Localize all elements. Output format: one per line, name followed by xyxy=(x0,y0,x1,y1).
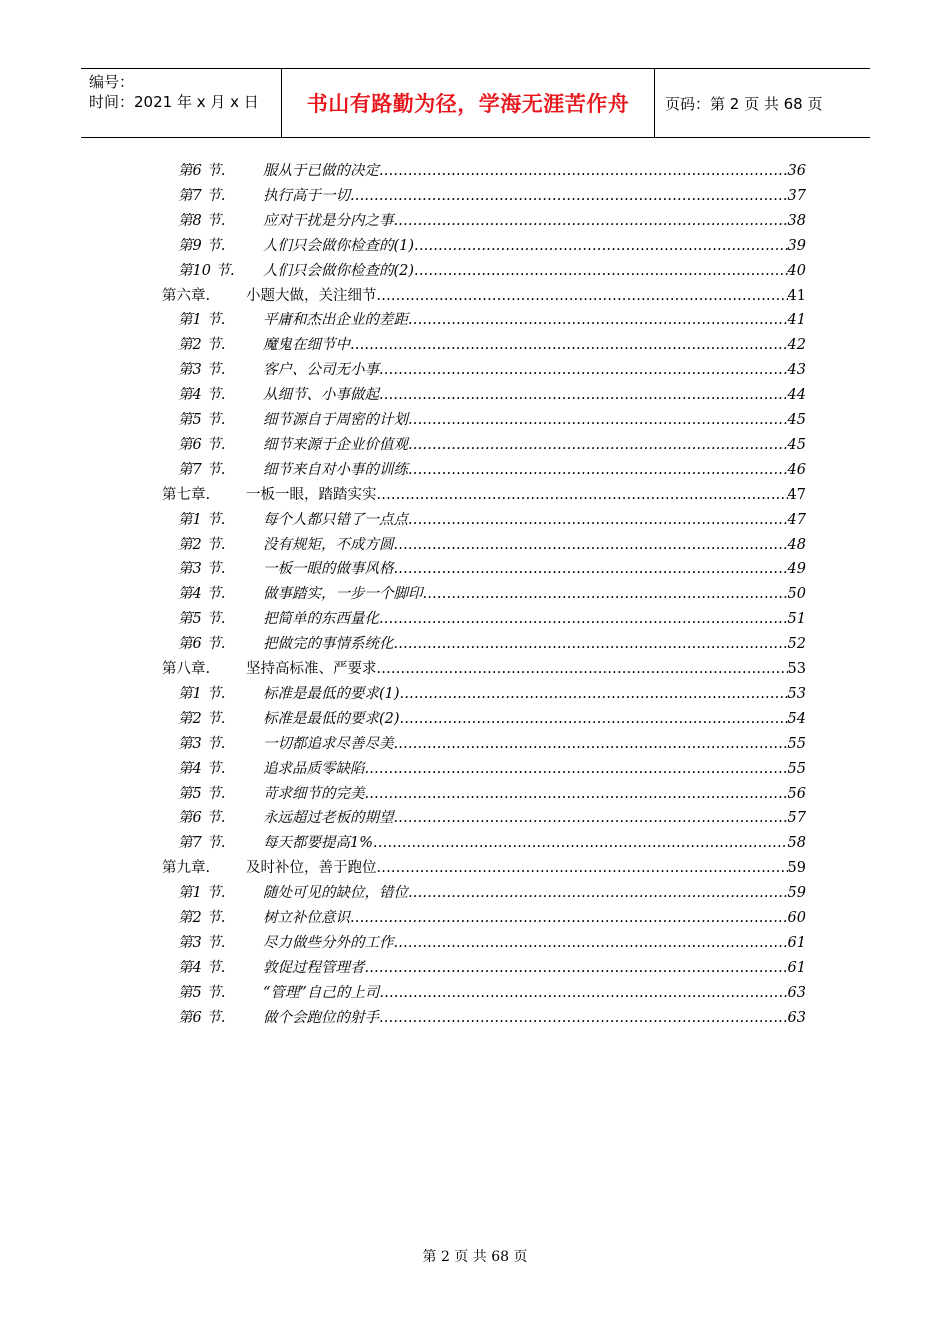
toc-leader-dots xyxy=(379,383,788,407)
toc-leader-dots xyxy=(394,533,788,557)
toc-entry-page: 56 xyxy=(787,785,806,802)
toc-leader-dots xyxy=(373,831,788,855)
toc-entry-number: 第1 节. xyxy=(178,685,226,702)
toc-leader-dots xyxy=(408,408,788,432)
toc-entry-title: 做个会跑位的射手 xyxy=(263,1009,379,1026)
header-page-info: 页码：第 2 页 共 68 页 xyxy=(665,94,823,113)
toc-entry-title: 一切都追求尽善尽美 xyxy=(263,735,394,752)
toc-entry-number: 第4 节. xyxy=(178,387,226,404)
toc-entry-page: 61 xyxy=(787,959,806,976)
toc-entry-number: 第6 节. xyxy=(178,810,226,827)
toc-entry-number: 第4 节. xyxy=(178,586,226,603)
toc-entry-title: 每个人都只错了一点点 xyxy=(263,511,408,528)
toc-entry-page: 41 xyxy=(787,312,806,329)
toc-entry-page: 41 xyxy=(787,287,806,304)
page-header xyxy=(81,68,870,138)
toc-section-entry[interactable] xyxy=(178,433,806,457)
toc-section-entry[interactable] xyxy=(178,259,806,283)
toc-entry-page: 59 xyxy=(787,885,806,902)
toc-entry-title: 细节源自于周密的计划 xyxy=(263,412,408,428)
toc-leader-dots xyxy=(350,184,788,208)
toc-entry-title: 人们只会做你检查的(1) xyxy=(263,237,415,254)
time-label: 时间：2021 年 x 月 x 日 xyxy=(89,93,259,111)
toc-entry-page: 37 xyxy=(787,187,806,204)
toc-leader-dots xyxy=(365,782,788,806)
toc-entry-number: 第3 节. xyxy=(178,934,226,951)
toc-entry-title: 客户、公司无小事 xyxy=(263,362,379,379)
toc-leader-dots xyxy=(408,508,788,532)
toc-entry-title: 随处可见的缺位，错位 xyxy=(263,885,408,902)
toc-section-entry[interactable] xyxy=(178,632,806,656)
toc-entry-title: 小题大做，关注细节 xyxy=(246,287,377,304)
toc-entry-title: 人们只会做你检查的(2) xyxy=(263,262,415,279)
toc-entry-number: 第1 节. xyxy=(178,885,226,902)
toc-leader-dots xyxy=(394,209,788,233)
toc-leader-dots xyxy=(394,557,788,581)
toc-section-entry[interactable] xyxy=(178,184,806,208)
toc-entry-title: 树立补位意识 xyxy=(263,910,350,926)
toc-chapter-entry[interactable] xyxy=(162,657,806,681)
toc-section-entry[interactable] xyxy=(178,906,806,930)
toc-entry-page: 50 xyxy=(787,586,806,603)
toc-section-entry[interactable] xyxy=(178,607,806,631)
toc-section-entry[interactable] xyxy=(178,358,806,382)
toc-entry-title: 标准是最低的要求(2) xyxy=(263,710,400,727)
toc-entry-number: 第3 节. xyxy=(178,362,226,379)
toc-entry-title: 标准是最低的要求(1) xyxy=(263,685,400,702)
toc-entry-page: 55 xyxy=(787,760,806,777)
page-footer: 第 2 页 共 68 页 xyxy=(422,1249,528,1265)
toc-entry-title: 尽力做些分外的工作 xyxy=(263,934,394,951)
toc-entry-title: 没有规矩，不成方圆 xyxy=(263,536,394,553)
toc-entry-page: 47 xyxy=(787,511,806,528)
toc-leader-dots xyxy=(408,308,788,332)
toc-entry-title: 服从于已做的决定 xyxy=(263,163,379,179)
toc-leader-dots xyxy=(379,358,788,382)
toc-section-entry[interactable] xyxy=(178,831,806,855)
toc-entry-page: 63 xyxy=(787,984,806,1001)
toc-leader-dots xyxy=(365,757,788,781)
toc-entry-number: 第10 节. xyxy=(178,262,235,279)
toc-entry-title: 平庸和杰出企业的差距 xyxy=(263,312,408,329)
toc-entry-page: 49 xyxy=(787,561,806,578)
toc-leader-dots xyxy=(394,806,788,830)
toc-entry-number: 第4 节. xyxy=(178,959,226,976)
toc-section-entry[interactable] xyxy=(178,1006,806,1030)
toc-entry-page: 36 xyxy=(787,163,806,179)
toc-entry-title: 坚持高标准、严要求 xyxy=(246,661,377,677)
toc-entry-page: 44 xyxy=(787,387,806,404)
toc-section-entry[interactable] xyxy=(178,806,806,830)
toc-entry-page: 57 xyxy=(787,810,806,827)
toc-entry-number: 第5 节. xyxy=(178,984,226,1001)
toc-entry-page: 52 xyxy=(787,636,806,653)
toc-leader-dots xyxy=(400,707,788,731)
toc-entry-page: 59 xyxy=(787,860,806,877)
toc-entry-number: 第5 节. xyxy=(178,785,226,802)
toc-leader-dots xyxy=(408,433,788,457)
toc-chapter-entry[interactable] xyxy=(162,856,806,880)
toc-section-entry[interactable] xyxy=(178,782,806,806)
toc-entry-page: 38 xyxy=(787,212,806,229)
toc-entry-number: 第7 节. xyxy=(178,835,226,852)
toc-leader-dots xyxy=(394,732,788,756)
toc-entry-title: 应对干扰是分内之事 xyxy=(263,212,394,229)
toc-leader-dots xyxy=(423,582,788,606)
toc-entry-page: 55 xyxy=(787,735,806,752)
toc-entry-page: 53 xyxy=(787,685,806,702)
toc-section-entry[interactable] xyxy=(178,707,806,731)
toc-section-entry[interactable] xyxy=(178,881,806,905)
toc-entry-number: 第九章. xyxy=(162,860,211,877)
toc-section-entry[interactable] xyxy=(178,159,806,183)
toc-entry-page: 58 xyxy=(787,835,806,852)
toc-section-entry[interactable] xyxy=(178,757,806,781)
toc-entry-number: 第七章. xyxy=(162,486,211,503)
toc-section-entry[interactable] xyxy=(178,956,806,980)
toc-entry-title: 魔鬼在细节中 xyxy=(263,337,350,354)
toc-section-entry[interactable] xyxy=(178,533,806,557)
toc-chapter-entry[interactable] xyxy=(162,284,806,308)
serial-label: 编号： xyxy=(89,73,135,91)
toc-entry-number: 第7 节. xyxy=(178,187,226,204)
toc-section-entry[interactable] xyxy=(178,209,806,233)
toc-entry-page: 45 xyxy=(787,436,806,453)
toc-entry-number: 第2 节. xyxy=(178,910,226,926)
toc-entry-page: 40 xyxy=(787,262,806,279)
toc-section-entry[interactable] xyxy=(178,981,806,1005)
toc-section-entry[interactable] xyxy=(178,308,806,332)
toc-section-entry[interactable] xyxy=(178,408,806,432)
toc-entry-title: 执行高于一切 xyxy=(263,187,350,204)
toc-leader-dots xyxy=(408,458,788,482)
toc-leader-dots xyxy=(350,333,788,357)
toc-entry-page: 39 xyxy=(787,237,806,254)
toc-entry-number: 第3 节. xyxy=(178,561,226,578)
toc-leader-dots xyxy=(377,483,788,507)
toc-entry-page: 46 xyxy=(787,461,806,478)
toc-entry-page: 43 xyxy=(787,362,806,379)
toc-entry-title: 苛求细节的完美 xyxy=(263,785,365,802)
toc-leader-dots xyxy=(379,607,788,631)
toc-entry-page: 51 xyxy=(787,611,806,628)
toc-section-entry[interactable] xyxy=(178,333,806,357)
toc-entry-number: 第6 节. xyxy=(178,1009,226,1026)
toc-leader-dots xyxy=(377,856,788,880)
toc-entry-title: 细节来自对小事的训练 xyxy=(263,461,408,478)
toc-entry-page: 54 xyxy=(787,710,806,727)
toc-leader-dots xyxy=(350,906,788,930)
toc-entry-title: 敦促过程管理者 xyxy=(263,959,365,976)
toc-leader-dots xyxy=(365,956,788,980)
toc-entry-page: 42 xyxy=(787,337,806,354)
toc-entry-number: 第6 节. xyxy=(178,636,226,653)
toc-entry-page: 48 xyxy=(787,536,806,553)
toc-entry-title: 把做完的事情系统化 xyxy=(263,636,394,653)
header-motto: 书山有路勤为径，学海无涯苦作舟 xyxy=(281,69,655,137)
toc-leader-dots xyxy=(394,931,788,955)
toc-leader-dots xyxy=(377,284,788,308)
toc-section-entry[interactable] xyxy=(178,234,806,258)
toc-entry-page: 53 xyxy=(787,661,806,677)
toc-leader-dots xyxy=(394,632,788,656)
toc-entry-number: 第1 节. xyxy=(178,511,226,528)
toc-entry-title: 把简单的东西量化 xyxy=(263,611,379,628)
toc-entry-number: 第9 节. xyxy=(178,237,226,254)
toc-section-entry[interactable] xyxy=(178,383,806,407)
toc-section-entry[interactable] xyxy=(178,508,806,532)
toc-section-entry[interactable] xyxy=(178,458,806,482)
toc-entry-number: 第六章. xyxy=(162,287,211,304)
toc-entry-title: 从细节、小事做起 xyxy=(263,387,379,404)
toc-section-entry[interactable] xyxy=(178,557,806,581)
toc-entry-number: 第2 节. xyxy=(178,337,226,354)
toc-entry-number: 第5 节. xyxy=(178,412,226,428)
toc-chapter-entry[interactable] xyxy=(162,483,806,507)
toc-section-entry[interactable] xyxy=(178,931,806,955)
toc-entry-number: 第八章. xyxy=(162,661,211,677)
toc-leader-dots xyxy=(408,881,788,905)
toc-entry-page: 61 xyxy=(787,934,806,951)
toc-entry-page: 63 xyxy=(787,1009,806,1026)
toc-entry-title: “管理”自己的上司 xyxy=(263,984,380,1001)
toc-leader-dots xyxy=(379,981,787,1005)
toc-entry-number: 第5 节. xyxy=(178,611,226,628)
toc-leader-dots xyxy=(377,657,788,681)
toc-entry-number: 第8 节. xyxy=(178,212,226,229)
toc-entry-number: 第7 节. xyxy=(178,461,226,478)
toc-section-entry[interactable] xyxy=(178,682,806,706)
toc-leader-dots xyxy=(379,1006,788,1030)
header-meta xyxy=(81,69,281,137)
toc-entry-title: 一板一眼的做事风格 xyxy=(263,561,394,578)
toc-leader-dots xyxy=(400,682,788,706)
toc-entry-number: 第6 节. xyxy=(178,163,226,179)
toc-entry-number: 第6 节. xyxy=(178,436,226,453)
toc-leader-dots xyxy=(414,259,788,283)
toc-section-entry[interactable] xyxy=(178,582,806,606)
toc-entry-title: 细节来源于企业价值观 xyxy=(263,436,408,453)
toc-entry-title: 一板一眼，踏踏实实 xyxy=(246,486,377,503)
toc-entry-title: 每天都要提高1% xyxy=(263,835,374,852)
toc-entry-page: 45 xyxy=(787,412,806,428)
toc-entry-number: 第3 节. xyxy=(178,735,226,752)
toc-leader-dots xyxy=(414,234,788,258)
toc-entry-title: 及时补位，善于跑位 xyxy=(246,860,377,877)
toc-leader-dots xyxy=(379,159,788,183)
toc-entry-title: 追求品质零缺陷 xyxy=(263,760,365,777)
toc-entry-number: 第1 节. xyxy=(178,312,226,329)
toc-section-entry[interactable] xyxy=(178,732,806,756)
toc-entry-title: 做事踏实，一步一个脚印 xyxy=(263,586,423,603)
toc-entry-page: 47 xyxy=(787,486,806,503)
toc-entry-number: 第4 节. xyxy=(178,760,226,777)
toc-entry-page: 60 xyxy=(787,910,806,926)
toc-entry-number: 第2 节. xyxy=(178,710,226,727)
toc-entry-number: 第2 节. xyxy=(178,536,226,553)
toc-entry-title: 永远超过老板的期望 xyxy=(263,810,394,827)
